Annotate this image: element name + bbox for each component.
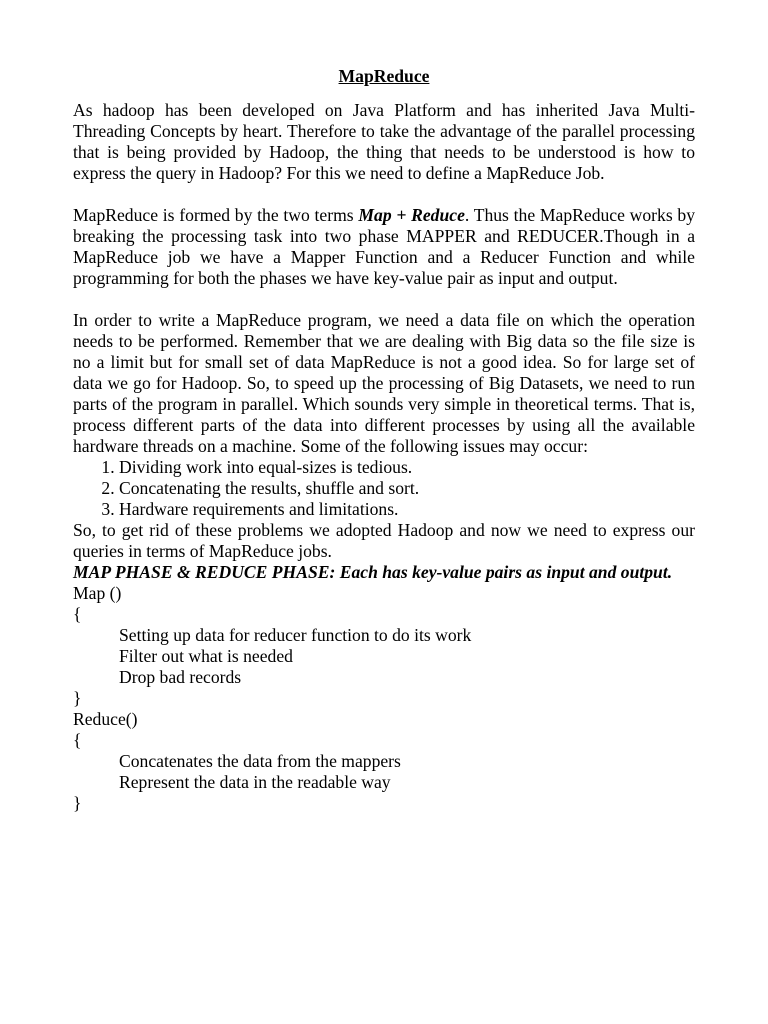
code-line: Concatenates the data from the mappers [119,751,401,771]
paragraph-intro: As hadoop has been developed on Java Platform and has inherited Java Multi-Threading Concepts by heart. Therefore to take the advantage of the parallel processing that is being provided by Hadoop, the thing that needs to be understood is how to express the query in Hadoop? For this we need to define a MapReduce Job. [73,100,695,183]
phase-heading: MAP PHASE & REDUCE PHASE: Each has key-value pairs as input and output. [73,562,673,582]
close-brace: } [73,793,82,813]
code-line: Represent the data in the readable way [119,772,391,792]
paragraph-text: . Thus the MapReduce works by breaking the processing task into two phase MAPPER and REDUCER.Though in a MapReduce job we have a Mapper Function and a Reducer Function and while programming for both the phases we have key-value pair as input and output. [73,205,696,288]
paragraph-big-data: In order to write a MapReduce program, we need a data file on which the operation needs to be performed. Remember that we are dealing with Big data so the file size is no a limit but for small set of data MapReduce is not a good idea. So for large set of data we go for Hadoop. So, to speed up the processing of Big Datasets, we need to run parts of the program in parallel. Which sounds very simple in theoretical terms. That is, process different parts of the data into different processes by using all the available hardware threads on a machine. Some of the following issues may occur: [73,310,695,456]
close-brace: } [73,688,82,708]
open-brace: { [73,730,82,750]
code-line: Filter out what is needed [119,646,293,666]
paragraph-solution: So, to get rid of these problems we adopted Hadoop and now we need to express our queries in terms of MapReduce jobs. [73,520,695,561]
map-function-block [73,583,695,709]
document-title: MapReduce [338,66,430,86]
paragraph-map-reduce-terms [73,205,695,289]
list-item: 3. Hardware requirements and limitations. [119,499,695,520]
list-item: 1. Dividing work into equal-sizes is tedious. [119,457,695,478]
list-item: 2. Concatenating the results, shuffle and sort. [119,478,695,499]
reduce-signature: Reduce() [73,709,138,729]
code-line: Setting up data for reducer function to do its work [119,625,472,645]
paragraph-text: MapReduce is formed by the two terms [73,205,359,225]
emphasis-map-reduce: Map + Reduce [358,205,465,225]
map-signature: Map () [73,583,122,603]
reduce-function-block [73,709,695,814]
issues-list [73,457,695,520]
code-line: Drop bad records [119,667,242,687]
open-brace: { [73,604,82,624]
